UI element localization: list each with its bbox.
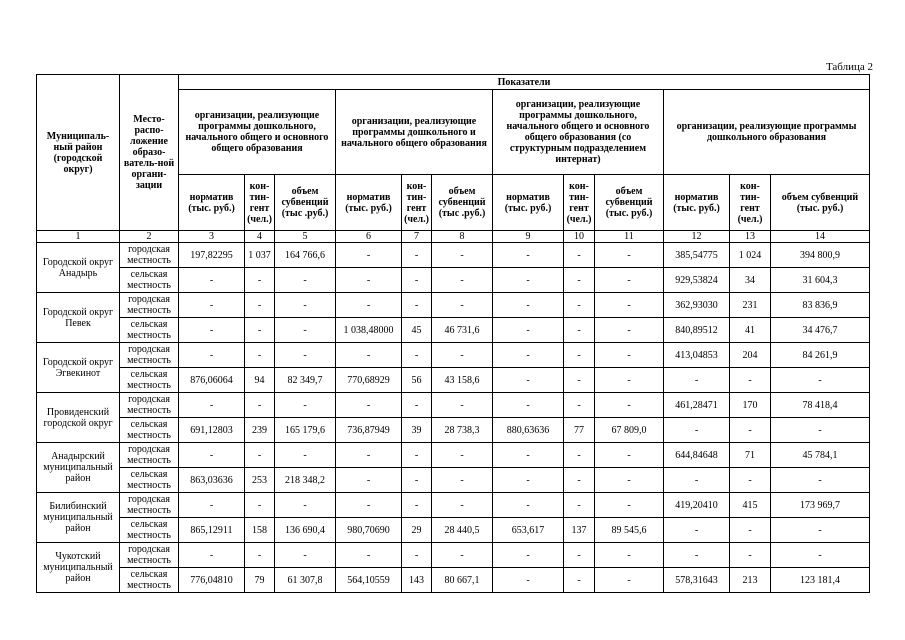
value-cell-col5: 218 348,2 (275, 468, 336, 493)
header-sub-5: объем субвенций (тыс .руб.) (275, 175, 336, 231)
value-cell-col12: 929,53824 (664, 268, 730, 293)
district-name: Городской округ Певек (37, 293, 120, 343)
header-sub-8: объем субвенций (тыс .руб.) (432, 175, 493, 231)
value-cell-col3: - (179, 293, 245, 318)
header-group-2: организации, реализующие программы дошкольного и начального общего образования (336, 90, 493, 175)
location-type: городская местность (120, 543, 179, 568)
value-cell-col9: - (493, 318, 564, 343)
value-cell-col10: - (564, 268, 595, 293)
value-cell-col6: 1 038,48000 (336, 318, 402, 343)
value-cell-col9: 880,63636 (493, 418, 564, 443)
header-indicators: Показатели (179, 75, 870, 90)
value-cell-col3: - (179, 318, 245, 343)
value-cell-col9: - (493, 443, 564, 468)
value-cell-col14: 123 181,4 (771, 568, 870, 593)
value-cell-col4: - (245, 443, 275, 468)
district-name: Провиденский городской округ (37, 393, 120, 443)
value-cell-col7: - (402, 293, 432, 318)
table-row (37, 243, 870, 268)
value-cell-col14: - (771, 468, 870, 493)
value-cell-col9: 653,617 (493, 518, 564, 543)
value-cell-col14: 34 476,7 (771, 318, 870, 343)
value-cell-col13: 204 (730, 343, 771, 368)
value-cell-col11: - (595, 293, 664, 318)
value-cell-col8: 46 731,6 (432, 318, 493, 343)
value-cell-col4: 239 (245, 418, 275, 443)
value-cell-col5: 165 179,6 (275, 418, 336, 443)
value-cell-col7: 39 (402, 418, 432, 443)
value-cell-col4: - (245, 493, 275, 518)
value-cell-col7: - (402, 443, 432, 468)
value-cell-col3: - (179, 543, 245, 568)
value-cell-col4: - (245, 393, 275, 418)
table-row (37, 443, 870, 468)
value-cell-col7: 29 (402, 518, 432, 543)
value-cell-col8: - (432, 243, 493, 268)
header-sub-7: кон-тин-гент (чел.) (402, 175, 432, 231)
value-cell-col11: - (595, 268, 664, 293)
value-cell-col4: 1 037 (245, 243, 275, 268)
value-cell-col8: 28 738,3 (432, 418, 493, 443)
table-row (37, 343, 870, 368)
value-cell-col8: 28 440,5 (432, 518, 493, 543)
value-cell-col12: 385,54775 (664, 243, 730, 268)
value-cell-col12: - (664, 418, 730, 443)
location-type: сельская местность (120, 468, 179, 493)
value-cell-col6: - (336, 468, 402, 493)
column-number-6: 6 (336, 231, 402, 243)
value-cell-col7: 56 (402, 368, 432, 393)
value-cell-col9: - (493, 293, 564, 318)
value-cell-col5: - (275, 343, 336, 368)
value-cell-col10: - (564, 243, 595, 268)
location-type: городская местность (120, 393, 179, 418)
value-cell-col5: - (275, 293, 336, 318)
value-cell-col11: - (595, 443, 664, 468)
value-cell-col13: 1 024 (730, 243, 771, 268)
value-cell-col3: 865,12911 (179, 518, 245, 543)
value-cell-col14: - (771, 518, 870, 543)
value-cell-col12: 362,93030 (664, 293, 730, 318)
value-cell-col6: 770,68929 (336, 368, 402, 393)
value-cell-col11: 89 545,6 (595, 518, 664, 543)
header-sub-12: норматив (тыс. руб.) (664, 175, 730, 231)
column-number-8: 8 (432, 231, 493, 243)
header-sub-3: норматив (тыс. руб.) (179, 175, 245, 231)
value-cell-col10: - (564, 443, 595, 468)
column-number-4: 4 (245, 231, 275, 243)
district-name: Чукотский муниципальный район (37, 543, 120, 593)
table-row (37, 568, 870, 593)
value-cell-col3: - (179, 443, 245, 468)
value-cell-col10: - (564, 543, 595, 568)
value-cell-col12: - (664, 543, 730, 568)
value-cell-col9: - (493, 493, 564, 518)
district-name: Анадырский муниципальный район (37, 443, 120, 493)
location-type: сельская местность (120, 318, 179, 343)
value-cell-col7: - (402, 343, 432, 368)
value-cell-col13: - (730, 368, 771, 393)
value-cell-col12: 644,84648 (664, 443, 730, 468)
value-cell-col10: - (564, 343, 595, 368)
location-type: городская местность (120, 343, 179, 368)
value-cell-col9: - (493, 468, 564, 493)
value-cell-col11: - (595, 343, 664, 368)
table-row (37, 293, 870, 318)
value-cell-col12: 461,28471 (664, 393, 730, 418)
table-row (37, 368, 870, 393)
value-cell-col14: - (771, 418, 870, 443)
district-name: Городской округ Эгвекинот (37, 343, 120, 393)
column-number-2: 2 (120, 231, 179, 243)
value-cell-col8: 80 667,1 (432, 568, 493, 593)
value-cell-col7: 143 (402, 568, 432, 593)
column-number-14: 14 (771, 231, 870, 243)
table-row (37, 468, 870, 493)
value-cell-col4: 94 (245, 368, 275, 393)
value-cell-col6: - (336, 343, 402, 368)
value-cell-col11: - (595, 318, 664, 343)
location-type: городская местность (120, 443, 179, 468)
value-cell-col10: 137 (564, 518, 595, 543)
location-type: сельская местность (120, 418, 179, 443)
value-cell-col5: 164 766,6 (275, 243, 336, 268)
value-cell-col14: 394 800,9 (771, 243, 870, 268)
header-sub-10: кон-тин-гент (чел.) (564, 175, 595, 231)
value-cell-col11: - (595, 393, 664, 418)
value-cell-col3: 691,12803 (179, 418, 245, 443)
value-cell-col7: - (402, 493, 432, 518)
value-cell-col4: - (245, 343, 275, 368)
value-cell-col3: - (179, 343, 245, 368)
value-cell-col13: - (730, 468, 771, 493)
header-sub-13: кон-тин-гент (чел.) (730, 175, 771, 231)
value-cell-col4: - (245, 543, 275, 568)
table-row (37, 393, 870, 418)
value-cell-col4: - (245, 293, 275, 318)
value-cell-col13: 71 (730, 443, 771, 468)
value-cell-col9: - (493, 393, 564, 418)
table-row (37, 318, 870, 343)
value-cell-col10: - (564, 468, 595, 493)
value-cell-col14: - (771, 543, 870, 568)
value-cell-col7: - (402, 468, 432, 493)
header-sub-6: норматив (тыс. руб.) (336, 175, 402, 231)
value-cell-col10: - (564, 368, 595, 393)
value-cell-col11: - (595, 543, 664, 568)
location-type: сельская местность (120, 518, 179, 543)
value-cell-col11: - (595, 493, 664, 518)
value-cell-col10: - (564, 293, 595, 318)
header-sub-14: объем субвенций (тыс. руб.) (771, 175, 870, 231)
value-cell-col13: - (730, 518, 771, 543)
value-cell-col13: 41 (730, 318, 771, 343)
value-cell-col11: 67 809,0 (595, 418, 664, 443)
value-cell-col10: - (564, 493, 595, 518)
value-cell-col10: 77 (564, 418, 595, 443)
value-cell-col12: 840,89512 (664, 318, 730, 343)
district-name: Городской округ Анадырь (37, 243, 120, 293)
value-cell-col12: - (664, 518, 730, 543)
value-cell-col6: - (336, 268, 402, 293)
column-number-10: 10 (564, 231, 595, 243)
value-cell-col14: 78 418,4 (771, 393, 870, 418)
value-cell-col4: 158 (245, 518, 275, 543)
value-cell-col12: 419,20410 (664, 493, 730, 518)
value-cell-col13: 231 (730, 293, 771, 318)
value-cell-col10: - (564, 318, 595, 343)
value-cell-col14: 31 604,3 (771, 268, 870, 293)
value-cell-col6: - (336, 243, 402, 268)
value-cell-col10: - (564, 568, 595, 593)
table-row (37, 543, 870, 568)
value-cell-col14: 84 261,9 (771, 343, 870, 368)
location-type: сельская местность (120, 268, 179, 293)
value-cell-col13: 415 (730, 493, 771, 518)
value-cell-col4: 253 (245, 468, 275, 493)
value-cell-col5: - (275, 393, 336, 418)
value-cell-col12: - (664, 368, 730, 393)
value-cell-col5: - (275, 493, 336, 518)
value-cell-col6: 564,10559 (336, 568, 402, 593)
value-cell-col8: - (432, 493, 493, 518)
table-caption: Таблица 2 (825, 61, 873, 73)
value-cell-col6: - (336, 443, 402, 468)
value-cell-col3: 876,06064 (179, 368, 245, 393)
value-cell-col10: - (564, 393, 595, 418)
value-cell-col7: 45 (402, 318, 432, 343)
value-cell-col8: - (432, 268, 493, 293)
table-row (37, 418, 870, 443)
value-cell-col8: 43 158,6 (432, 368, 493, 393)
column-number-13: 13 (730, 231, 771, 243)
district-name: Билибинский муниципальный район (37, 493, 120, 543)
value-cell-col13: 213 (730, 568, 771, 593)
table-row (37, 493, 870, 518)
location-type: сельская местность (120, 368, 179, 393)
table-row (37, 268, 870, 293)
value-cell-col5: - (275, 443, 336, 468)
value-cell-col7: - (402, 393, 432, 418)
value-cell-col11: - (595, 468, 664, 493)
value-cell-col8: - (432, 543, 493, 568)
column-number-11: 11 (595, 231, 664, 243)
value-cell-col13: 170 (730, 393, 771, 418)
value-cell-col13: - (730, 543, 771, 568)
value-cell-col12: 578,31643 (664, 568, 730, 593)
value-cell-col13: 34 (730, 268, 771, 293)
header-sub-4: кон-тин-гент (чел.) (245, 175, 275, 231)
value-cell-col14: - (771, 368, 870, 393)
value-cell-col7: - (402, 243, 432, 268)
location-type: городская местность (120, 493, 179, 518)
data-table (36, 74, 870, 593)
header-group-1: организации, реализующие программы дошкольного, начального общего и основного общего образования (179, 90, 336, 175)
value-cell-col7: - (402, 543, 432, 568)
value-cell-col4: - (245, 318, 275, 343)
value-cell-col6: - (336, 543, 402, 568)
column-number-3: 3 (179, 231, 245, 243)
header-sub-9: норматив (тыс. руб.) (493, 175, 564, 231)
value-cell-col9: - (493, 343, 564, 368)
value-cell-col3: - (179, 493, 245, 518)
value-cell-col6: - (336, 293, 402, 318)
column-number-7: 7 (402, 231, 432, 243)
value-cell-col6: - (336, 493, 402, 518)
value-cell-col9: - (493, 543, 564, 568)
value-cell-col9: - (493, 268, 564, 293)
value-cell-col12: 413,04853 (664, 343, 730, 368)
value-cell-col11: - (595, 568, 664, 593)
table-row (37, 518, 870, 543)
value-cell-col6: 980,70690 (336, 518, 402, 543)
location-type: городская местность (120, 243, 179, 268)
location-type: сельская местность (120, 568, 179, 593)
column-number-5: 5 (275, 231, 336, 243)
location-type: городская местность (120, 293, 179, 318)
value-cell-col11: - (595, 368, 664, 393)
value-cell-col13: - (730, 418, 771, 443)
column-number-12: 12 (664, 231, 730, 243)
value-cell-col5: 136 690,4 (275, 518, 336, 543)
value-cell-col3: 197,82295 (179, 243, 245, 268)
header-municipal: Муниципаль-ный район (городской округ) (37, 75, 120, 231)
value-cell-col4: 79 (245, 568, 275, 593)
header-group-3: организации, реализующие программы дошкольного, начального общего и основного общего образования (со структурным подразделением интернат) (493, 90, 664, 175)
value-cell-col14: 173 969,7 (771, 493, 870, 518)
value-cell-col7: - (402, 268, 432, 293)
value-cell-col3: - (179, 268, 245, 293)
value-cell-col14: 45 784,1 (771, 443, 870, 468)
value-cell-col8: - (432, 343, 493, 368)
value-cell-col14: 83 836,9 (771, 293, 870, 318)
column-number-9: 9 (493, 231, 564, 243)
value-cell-col5: - (275, 268, 336, 293)
value-cell-col5: 82 349,7 (275, 368, 336, 393)
value-cell-col3: - (179, 393, 245, 418)
value-cell-col11: - (595, 243, 664, 268)
value-cell-col6: - (336, 393, 402, 418)
value-cell-col3: 776,04810 (179, 568, 245, 593)
value-cell-col8: - (432, 393, 493, 418)
value-cell-col8: - (432, 443, 493, 468)
value-cell-col8: - (432, 468, 493, 493)
value-cell-col9: - (493, 368, 564, 393)
value-cell-col8: - (432, 293, 493, 318)
value-cell-col6: 736,87949 (336, 418, 402, 443)
value-cell-col4: - (245, 268, 275, 293)
header-location: Место-распо-ложение образо-ватель-ной органи-зации (120, 75, 179, 231)
value-cell-col9: - (493, 243, 564, 268)
value-cell-col12: - (664, 468, 730, 493)
value-cell-col3: 863,03636 (179, 468, 245, 493)
column-number-1: 1 (37, 231, 120, 243)
value-cell-col9: - (493, 568, 564, 593)
value-cell-col5: 61 307,8 (275, 568, 336, 593)
value-cell-col5: - (275, 318, 336, 343)
header-sub-11: объем субвенций (тыс. руб.) (595, 175, 664, 231)
header-group-4: организации, реализующие программы дошкольного образования (664, 90, 870, 175)
value-cell-col5: - (275, 543, 336, 568)
